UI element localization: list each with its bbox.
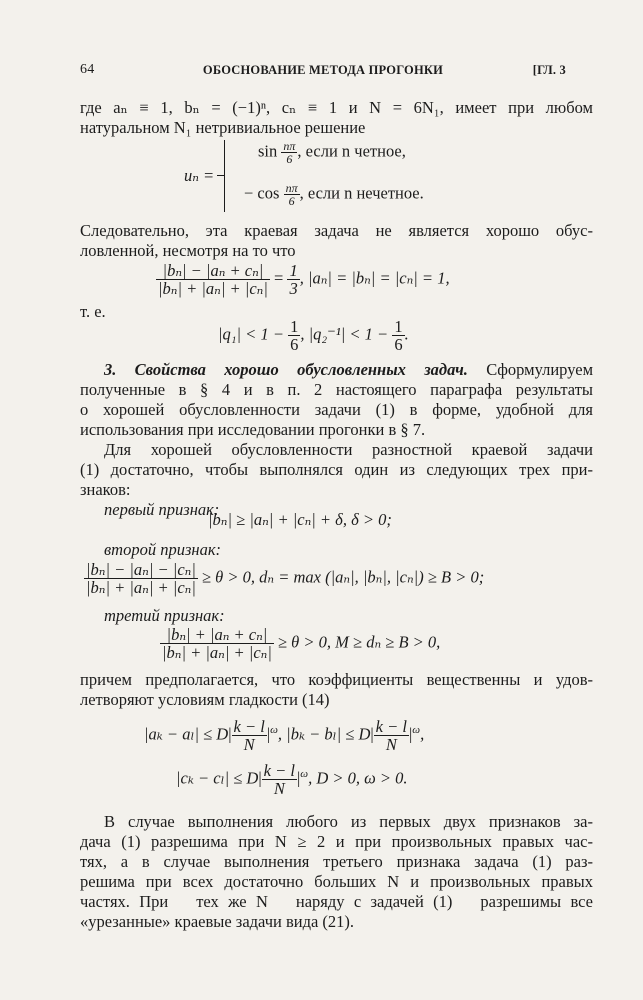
- fraction-denominator: |bₙ| + |aₙ| + |cₙ|: [158, 279, 268, 298]
- equation-tail: ≥ θ > 0, M ≥ dₙ ≥ B > 0,: [273, 632, 441, 652]
- equation-tail: , D > 0, ω > 0.: [308, 768, 408, 788]
- text-line: тях, а в случае выполнения третьего признака задача (1) раз-: [80, 852, 593, 871]
- equation-criterion-1: |bₙ| ≥ |aₙ| + |cₙ| + δ, δ > 0;: [208, 510, 392, 529]
- fraction-numerator: nπ: [283, 139, 296, 153]
- equation-end: ,: [420, 724, 425, 744]
- fraction-denominator: 6: [290, 335, 299, 354]
- exponent: ω: [270, 723, 278, 736]
- fraction: [156, 262, 270, 297]
- case-condition: , если n четное,: [297, 141, 406, 161]
- text-line: «урезанные» краевые задачи вида (21).: [80, 912, 355, 931]
- fraction-numerator: 1: [290, 317, 299, 336]
- text-line: причем предполагается, что коэффициенты вещественны и удов-: [80, 670, 593, 689]
- fraction-numerator: |bₙ| + |aₙ + cₙ|: [160, 626, 274, 644]
- fraction-denominator: N: [243, 735, 255, 754]
- fraction-numerator: k − l: [375, 717, 407, 736]
- text-line: В случае выполнения любого из первых двух признаков за-: [104, 812, 593, 831]
- running-header: [80, 62, 566, 78]
- function-cos: − cos: [244, 183, 280, 203]
- fraction: [288, 318, 300, 353]
- criterion-label: второй признак:: [104, 540, 222, 559]
- brace-symbol: [224, 140, 235, 212]
- q2-inequality: , |q₂⁻¹| < 1 −: [300, 324, 389, 344]
- fraction-numerator: k − l: [233, 717, 265, 736]
- fraction-numerator: 1: [289, 261, 298, 280]
- text-line: о хорошей обусловленности задачи (1) в форме, удобной для: [80, 400, 593, 419]
- equation-criterion-2: [84, 561, 484, 596]
- fraction-denominator: N: [385, 735, 397, 754]
- text-line: (1) достаточно, чтобы выполнялся один из следующих трех при-: [80, 460, 593, 479]
- section-heading: 3. Свойства хорошо обусловленных задач.: [104, 360, 468, 379]
- fraction: [281, 140, 297, 165]
- fraction-denominator: 6: [286, 152, 293, 166]
- text-segment: Сформулируем: [467, 360, 594, 379]
- text-line: где aₙ ≡ 1, bₙ = (−1)ⁿ, cₙ ≡ 1 и N = 6N₁, имеет при любом: [80, 98, 593, 117]
- text-line: использования при исследовании прогонки в § 7.: [80, 420, 426, 439]
- text-line: знаков:: [80, 480, 131, 499]
- text-line: летворяют условиям гладкости (14): [80, 690, 330, 709]
- page-number: 64: [80, 62, 95, 77]
- fraction: [262, 762, 297, 797]
- text-line: Следовательно, эта краевая задача не является хорошо обус-: [80, 221, 593, 240]
- fraction-denominator: |bₙ| + |aₙ| + |cₙ|: [86, 578, 196, 597]
- fraction-denominator: |bₙ| + |aₙ| + |cₙ|: [162, 643, 272, 662]
- case-condition: , если n нечетное.: [299, 183, 424, 203]
- equation-smoothness-2: |cₖ − cₗ| ≤ D| $\frac{k - l}{N}$ $|^\omega$, D > 0, ω > 0.: [176, 761, 408, 798]
- equation-case-2: [244, 182, 424, 207]
- section-heading-line: [104, 360, 593, 380]
- equation-part: |cₖ − cₗ| ≤ D: [176, 768, 259, 788]
- equation-tail: , |aₙ| = |bₙ| = |cₙ| = 1,: [299, 268, 450, 288]
- equation-part: |aₖ − aₗ| ≤ D: [144, 724, 229, 744]
- fraction: [287, 262, 299, 297]
- equation-q-inequalities: [218, 318, 409, 353]
- running-title: ОБОСНОВАНИЕ МЕТОДА ПРОГОНКИ: [202, 63, 444, 77]
- equation-tail: ≥ θ > 0, dₙ = max (|aₙ|, |bₙ|, |cₙ|) ≥ B > 0;: [197, 567, 485, 587]
- exponent: ω: [412, 723, 421, 736]
- fraction-numerator: |bₙ| − |aₙ| − |cₙ|: [86, 560, 196, 579]
- text-line: полученные в § 4 и в п. 2 настоящего параграфа результаты: [80, 380, 593, 399]
- equation-case-1: [258, 140, 406, 165]
- fraction-numerator: 1: [394, 317, 403, 336]
- fraction: [374, 718, 409, 753]
- function-sin: sin: [258, 141, 278, 161]
- fraction-denominator: 6: [394, 335, 403, 354]
- fraction-denominator: 6: [288, 194, 295, 208]
- fraction-numerator: |bₙ| − |aₙ + cₙ|: [156, 262, 270, 280]
- text-line: дача (1) разрешима при N ≥ 2 и при произвольных правых час-: [80, 832, 593, 851]
- equation-ratio: $\frac{\text{|bₙ| − |aₙ + cₙ|}}{\text{|bₙ| + |aₙ| + |cₙ|}}$ = $\frac{1}{3}$ , |aₙ| = |bₙ| = |cₙ| = 1,: [158, 261, 450, 298]
- equation-smoothness-1: |aₖ − aₗ| ≤ D| $\frac{k - l}{N}$ $|^\omega$, |bₖ − bₗ| ≤ D| $\frac{k - l}{N}$ $|^\omega$,: [144, 717, 425, 754]
- fraction-numerator: k − l: [263, 761, 295, 780]
- criterion-label: третий признак:: [104, 606, 225, 625]
- text-line: ловленной, несмотря на то что: [80, 241, 296, 260]
- fraction: [232, 718, 267, 753]
- equation-end: .: [404, 324, 409, 344]
- equation-part: , |bₖ − bₗ| ≤ D: [277, 724, 371, 744]
- text-line: решима при всех достаточно больших N и произвольных правых: [80, 872, 593, 891]
- text-line: натуральном N₁ нетривиальное решение: [80, 118, 366, 137]
- fraction: [160, 626, 274, 661]
- q1-inequality: |q₁| < 1 −: [218, 324, 284, 344]
- text-line: т. е.: [80, 302, 106, 321]
- fraction-denominator: 3: [289, 279, 298, 298]
- fraction-denominator: N: [273, 779, 285, 798]
- equation-criterion-3: [160, 626, 440, 661]
- criterion-label: первый признак:: [104, 500, 220, 519]
- text-line: частях. При тех же N наряду с задачей (1) разрешимы все: [80, 892, 593, 911]
- fraction: [284, 182, 300, 207]
- exponent: ω: [300, 767, 309, 780]
- chapter-label: [ГЛ. 3: [532, 63, 566, 77]
- fraction-numerator: nπ: [285, 181, 298, 195]
- fraction: [392, 318, 404, 353]
- fraction: [84, 561, 198, 596]
- equation-un-lhs: uₙ =: [184, 166, 215, 185]
- text-line: Для хорошей обусловленности разностной краевой задачи: [104, 440, 593, 459]
